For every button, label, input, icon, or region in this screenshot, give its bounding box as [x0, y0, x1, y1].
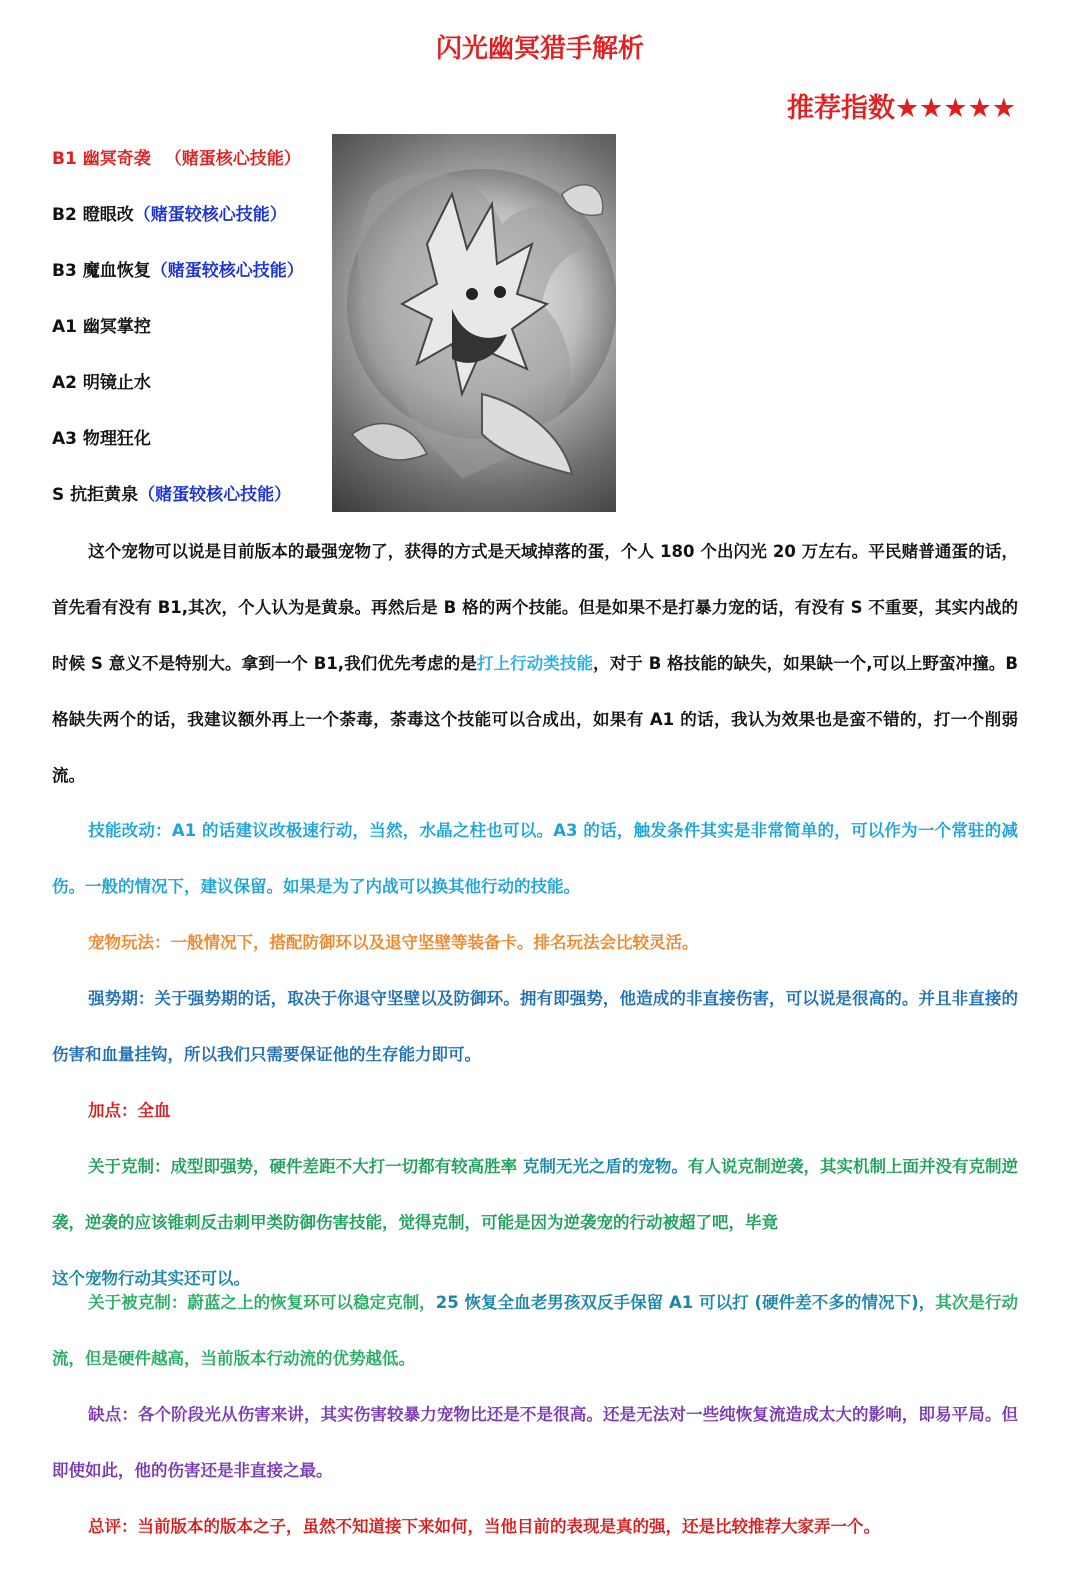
skill-item-b2 [52, 200, 332, 256]
skill-item-a1 [52, 312, 332, 368]
strong-period-text: 强势期：关于强势期的话，取决于你退守坚壁以及防御环。拥有即强势，他造成的非直接伤害，可以说是很高的。并且非直接的伤害和血量挂钩，所以我们只需要保证他的生存能力即可。 [52, 989, 1018, 1064]
skill-change-text: 技能改动：A1 的话建议改极速行动，当然，水晶之柱也可以。A3 的话，触发条件其实是非常简单的，可以作为一个常驻的减伤。一般的情况下，建议保留。如果是为了内战可以换其他行动的技能。 [52, 821, 1018, 896]
skill-note: （赌蛋较核心技能） [150, 261, 304, 281]
skill-item-b1 [52, 144, 332, 200]
skill-item-a2 [52, 368, 332, 424]
counter-text-1: 关于克制：成型即强势，硬件差距不大打一切都有较高胜率 [88, 1157, 523, 1176]
weakness-text: 缺点：各个阶段光从伤害来讲，其实伤害较暴力宠物比还是不是很高。还是无法对一些纯恢复流造成太大的影响，即易平局。但即使如此，他的伤害还是非直接之最。 [52, 1405, 1018, 1480]
countered-paragraph [52, 1275, 1018, 1387]
skill-name: B3 魔血恢复 [52, 261, 151, 281]
wolf-illustration [332, 134, 616, 512]
skill-name: S 抗拒黄泉 [52, 485, 139, 505]
skill-name: B1 幽冥奇袭 [52, 149, 151, 169]
intro-text-1: 这个宠物可以说是目前版本的最强宠物了，获得的方式是天域掉落的蛋，个人 180 个出闪光 20 万左右。平民赌普通蛋的话，首先看有没有 B1,其次，个人认为是黄泉。再然后是 B 格的两个技能。但是如果不是打暴力宠的话，有没有 S 不重要，其实内战的时候 S 意义不是特别大。拿到一个 B1,我们优先考虑的是 [52, 542, 1018, 673]
countered-highlight: 25 恢复全血老男孩双反手保留 A1 可以打 (硬件差不多的情况下)， [435, 1293, 936, 1312]
play-paragraph [52, 915, 1018, 971]
skill-item-b3 [52, 256, 332, 312]
counter-text-3: 这个宠物行动其实还可以。 [52, 1269, 250, 1288]
points-text: 加点：全血 [88, 1101, 171, 1120]
skill-item-a3 [52, 424, 332, 480]
intro-highlight: 打上行动类技能 [476, 654, 594, 673]
pet-artwork [332, 134, 616, 512]
skill-name: A3 物理狂化 [52, 429, 151, 449]
intro-text-2: ，对于 B 格技能的缺失，如果缺一个,可以上野蛮冲撞。B 格缺失两个的话，我建议额外再上一个荼毒，荼毒这个技能可以合成出，如果有 A1 的话，我认为效果也是蛮不错的，打一个削弱流。 [52, 654, 1018, 785]
skill-name: B2 瞪眼改 [52, 205, 134, 225]
counter-text-2: 有人说克制逆袭，其实机制上面并没有克制逆袭，逆袭的应该锥刺反击刺甲类防御伤害技能，觉得克制，可能是因为逆袭宠的行动被超了吧，毕竟 [52, 1157, 1019, 1232]
skill-note: （赌蛋较核心技能） [133, 205, 287, 225]
points-paragraph [52, 1083, 1018, 1139]
weakness-paragraph [52, 1387, 1018, 1499]
skill-name: A1 幽冥掌控 [52, 317, 151, 337]
rating: 推荐指数★★★★★ [786, 93, 1016, 124]
summary-text: 总评：当前版本的版本之子，虽然不知道接下来如何，当他目前的表现是真的强，还是比较推荐大家弄一个。 [88, 1517, 880, 1536]
skill-change-paragraph [52, 803, 1018, 915]
summary-paragraph [52, 1499, 1018, 1555]
page-title: 闪光幽冥猎手解析 [435, 34, 644, 64]
skill-note: （赌蛋核心技能） [164, 149, 301, 169]
strong-period-paragraph [52, 971, 1018, 1083]
skill-note: （赌蛋较核心技能） [138, 485, 292, 505]
play-text: 宠物玩法：一般情况下，搭配防御环以及退守坚壁等装备卡。排名玩法会比较灵活。 [88, 933, 699, 952]
countered-text-2: 其次是行动流，但是硬件越高，当前版本行动流的优势越低。 [52, 1293, 1019, 1368]
skill-list [52, 144, 332, 536]
skill-name: A2 明镜止水 [52, 373, 151, 393]
intro-paragraph [52, 524, 1018, 804]
countered-text-1: 关于被克制：蔚蓝之上的恢复环可以稳定克制， [88, 1293, 436, 1312]
counter-highlight: 克制无光之盾的宠物。 [522, 1157, 688, 1176]
